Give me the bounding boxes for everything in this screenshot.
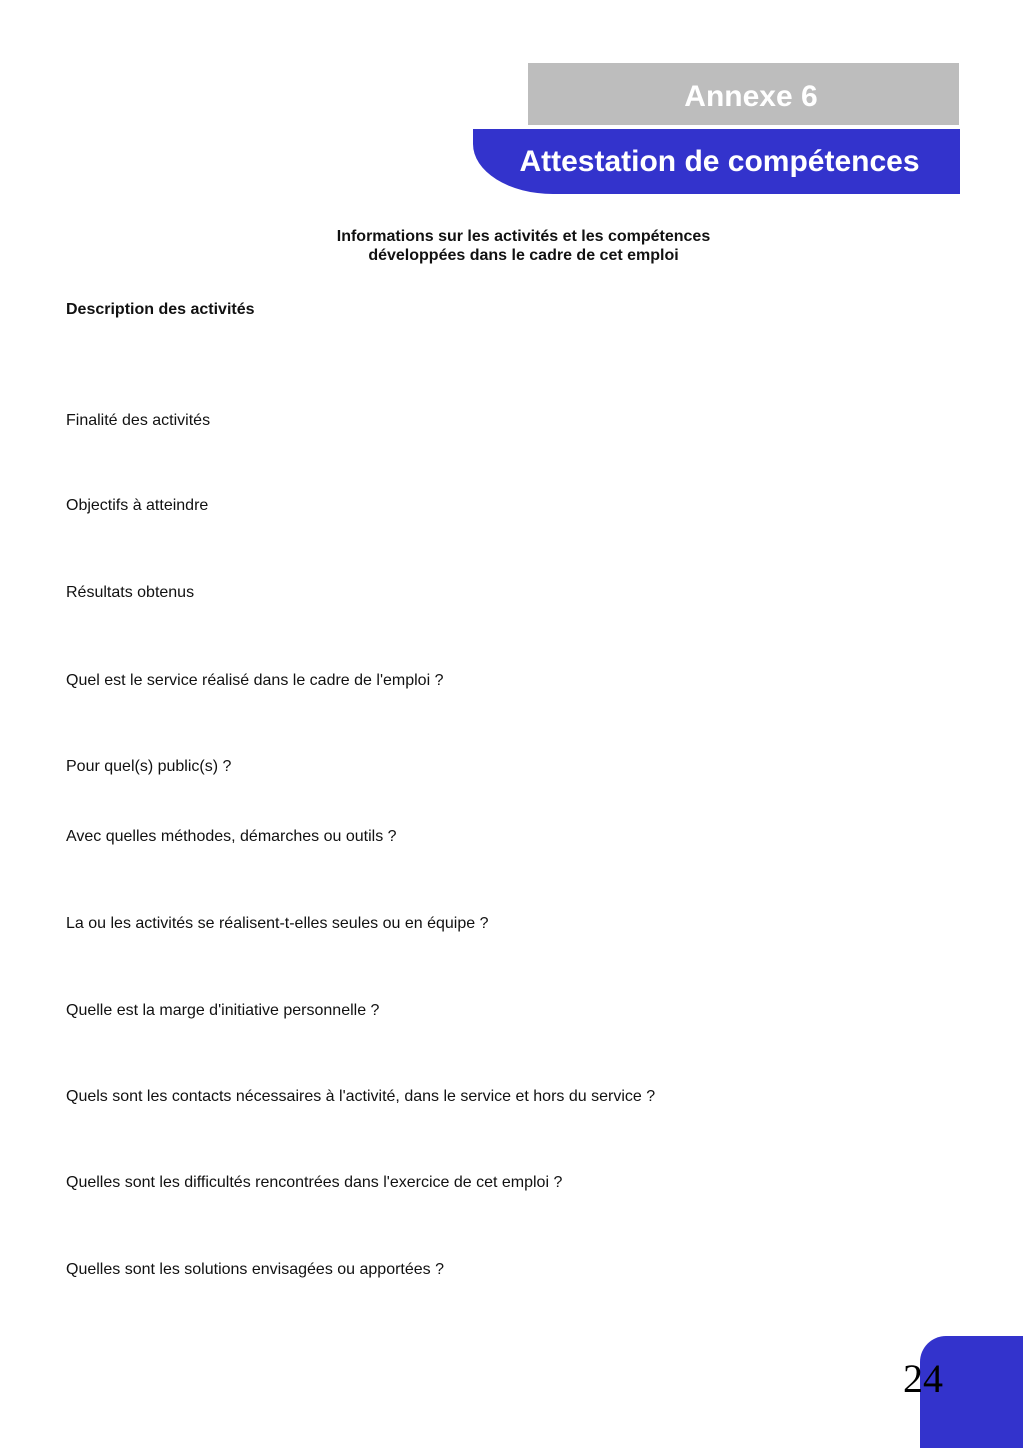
question-difficultes: Quelles sont les difficultés rencontrées dans l'exercice de cet emploi ? — [66, 1174, 563, 1191]
question-initiative: Quelle est la marge d'initiative personnelle ? — [66, 1002, 380, 1019]
question-contacts: Quels sont les contacts nécessaires à l'activité, dans le service et hors du service ? — [66, 1088, 656, 1105]
section-description: Description des activités — [66, 301, 255, 318]
title-banner — [473, 129, 960, 194]
section-finalite: Finalité des activités — [66, 412, 211, 429]
annexe-banner — [528, 63, 959, 125]
question-public: Pour quel(s) public(s) ? — [66, 758, 232, 775]
question-solutions: Quelles sont les solutions envisagées ou apportées ? — [66, 1261, 445, 1278]
intro-line-1: Informations sur les activités et les compétences — [336, 228, 711, 245]
page-title: Attestation de compétences — [519, 145, 920, 178]
question-service: Quel est le service réalisé dans le cadre de l'emploi ? — [66, 672, 444, 689]
annexe-label: Annexe 6 — [684, 80, 818, 113]
question-methodes: Avec quelles méthodes, démarches ou outils ? — [66, 828, 397, 845]
question-equipe: La ou les activités se réalisent-t-elles seules ou en équipe ? — [66, 915, 489, 932]
intro-heading — [0, 227, 1023, 265]
intro-line-2: développées dans le cadre de cet emploi — [368, 247, 679, 264]
page-number: 24 — [903, 1356, 943, 1401]
section-resultats: Résultats obtenus — [66, 584, 195, 601]
section-objectifs: Objectifs à atteindre — [66, 497, 209, 514]
